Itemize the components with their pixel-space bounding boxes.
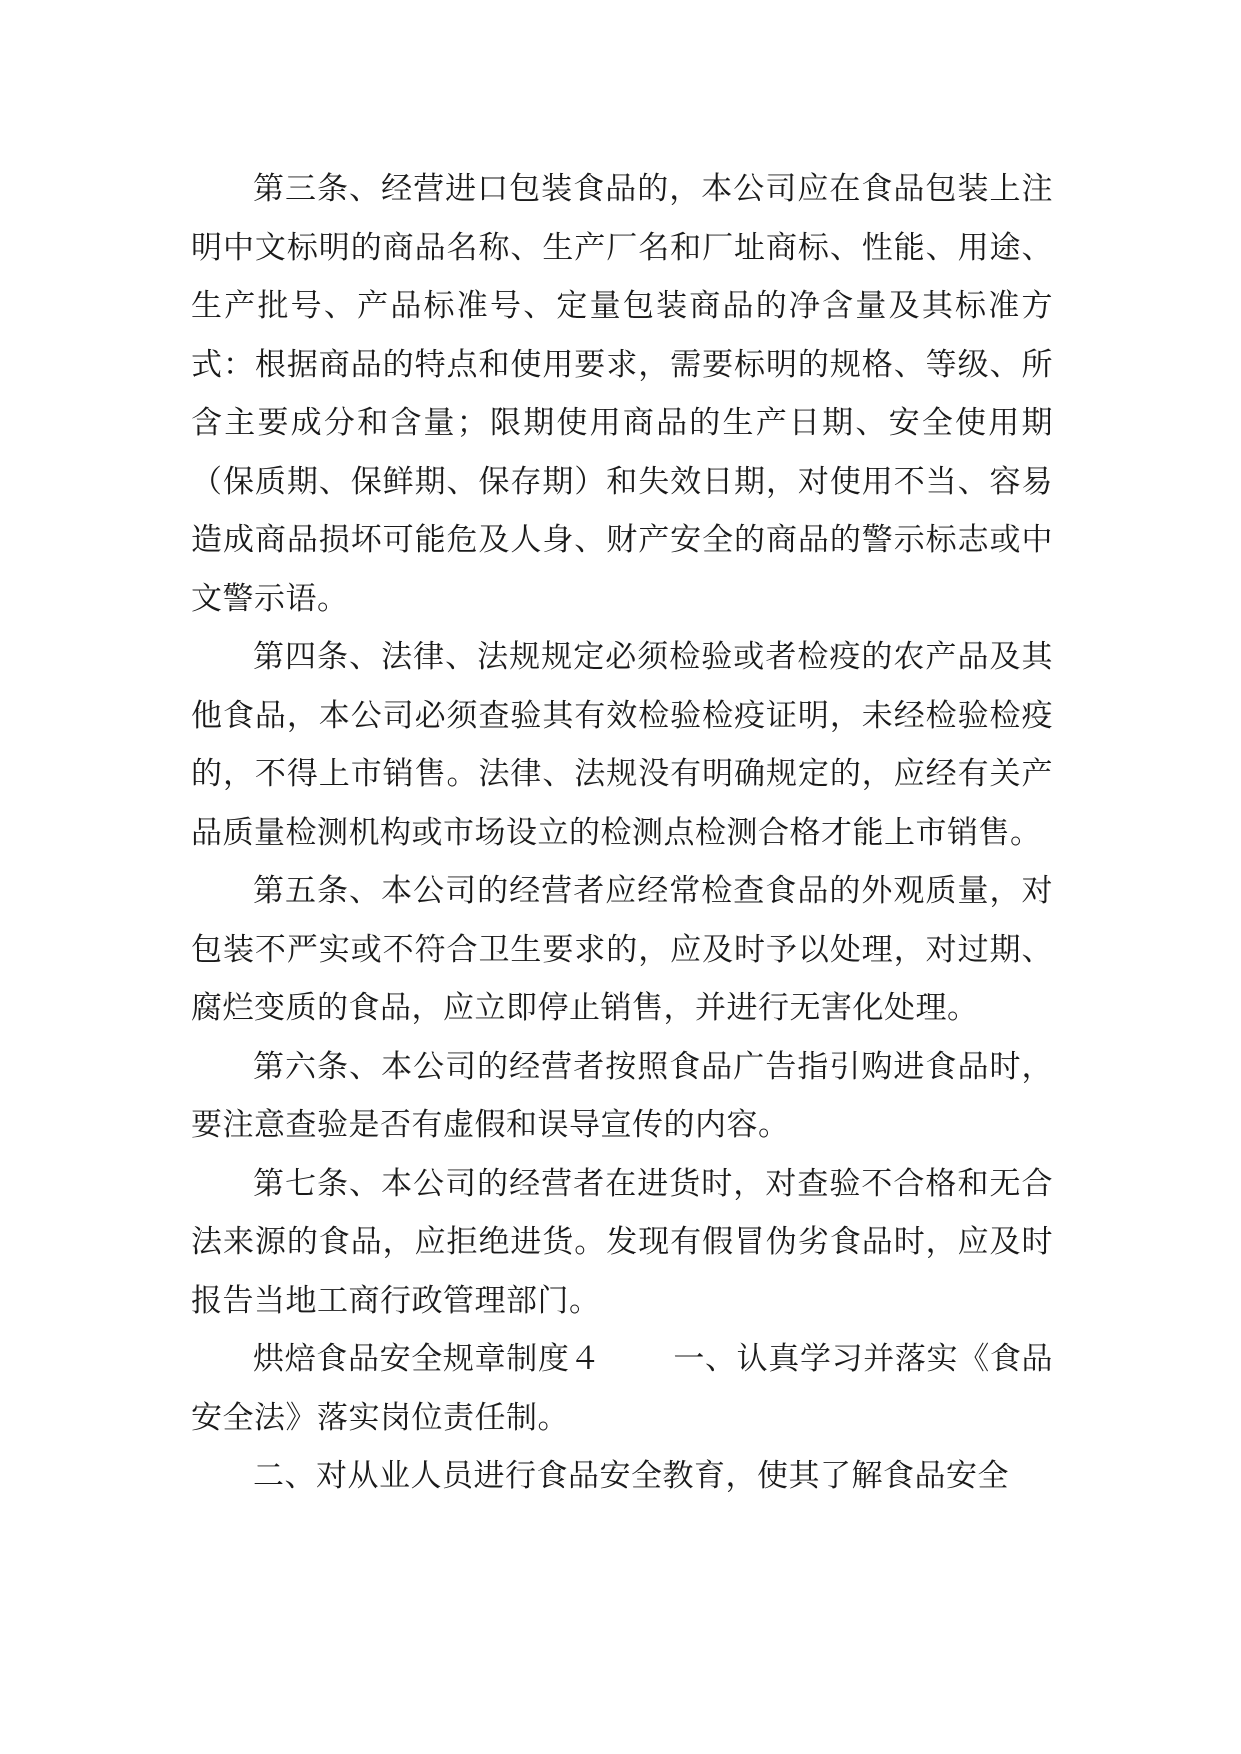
article-4-paragraph: 第四条、法律、法规规定必须检验或者检疫的农产品及其他食品，本公司必须查验其有效检验检疫证明，未经检验检疫的，不得上市销售。法律、法规没有明确规定的，应经有关产品质量检测机构或市场设立的检测点检测合格才能上市销售。: [191, 639, 1053, 851]
item-2-paragraph: 二、对从业人员进行食品安全教育，使其了解食品安全: [253, 1458, 1009, 1494]
article-7-paragraph: 第七条、本公司的经营者在进货时，对查验不合格和无合法来源的食品，应拒绝进货。发现有假冒伪劣食品时，应及时报告当地工商行政管理部门。: [191, 1165, 1053, 1319]
section-4-paragraph: [191, 1330, 1053, 1447]
section-heading: 烘焙食品安全规章制度４: [253, 1341, 602, 1377]
section-first-item: 一、认真学习并落实《食品安全法》落实岗位责任制。: [191, 1341, 1054, 1436]
document-body: [191, 160, 1053, 1506]
article-3-paragraph: 第三条、经营进口包装食品的，本公司应在食品包装上注明中文标明的商品名称、生产厂名和厂址商标、性能、用途、生产批号、产品标准号、定量包装商品的净含量及其标准方式：根据商品的特点和使用要求，需要标明的规格、等级、所含主要成分和含量；限期使用商品的生产日期、安全使用期（保质期、保鲜期、保存期）和失效日期，对使用不当、容易造成商品损坏可能危及人身、财产安全的商品的警示标志或中文警示语。: [191, 171, 1053, 617]
article-6-paragraph: 第六条、本公司的经营者按照食品广告指引购进食品时，要注意查验是否有虚假和误导宣传的内容。: [191, 1048, 1053, 1143]
article-5-paragraph: 第五条、本公司的经营者应经常检查食品的外观质量，对包装不严实或不符合卫生要求的，应及时予以处理，对过期、腐烂变质的食品，应立即停止销售，并进行无害化处理。: [191, 873, 1053, 1026]
